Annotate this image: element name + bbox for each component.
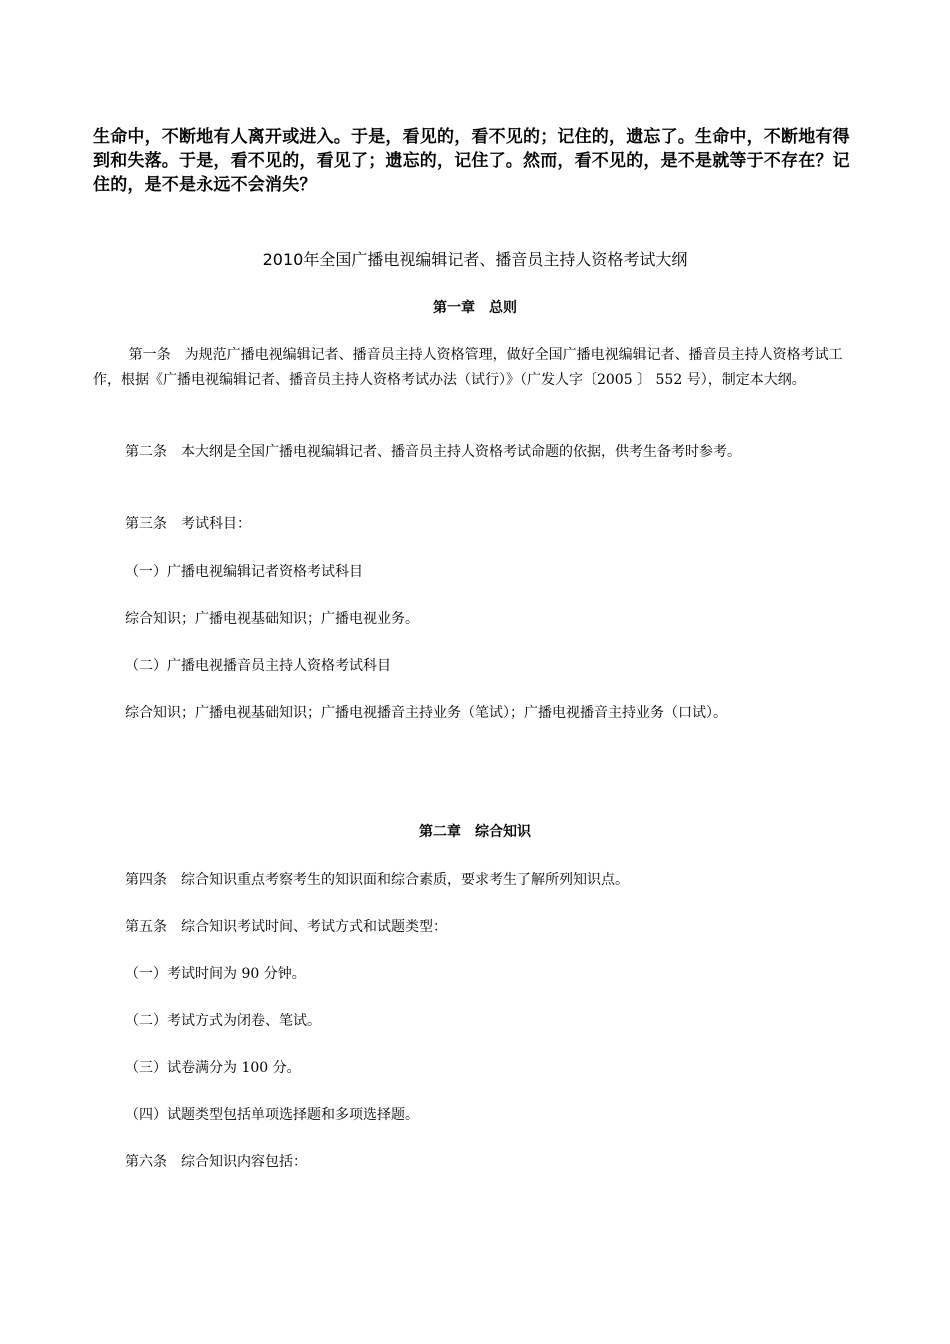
article-5-item-3: （三）试卷满分为 100 分。 (125, 1060, 301, 1076)
article-3: 第三条 考试科目： (125, 516, 251, 532)
article-5-item-1: （一）考试时间为 90 分钟。 (125, 966, 306, 982)
article-3-item-2: （二）广播电视播音员主持人资格考试科目 (125, 658, 391, 674)
article-3-item-1-subjects: 综合知识；广播电视基础知识；广播电视业务。 (125, 611, 419, 627)
intro-paragraph: 生命中，不断地有人离开或进入。于是，看见的，看不见的；记住的，遗忘了。生命中，不断地有得到和失落。于是，看不见的，看见了；遗忘的，记住了。然而，看不见的，是不是就等于不存在？记住的，是不是永远不会消失？ (93, 127, 850, 195)
chapter-1-heading: 第一章 总则 (433, 300, 517, 316)
document-title: 2010年全国广播电视编辑记者、播音员主持人资格考试大纲 (262, 250, 688, 269)
article-1: 第一条 为规范广播电视编辑记者、播音员主持人资格管理，做好全国广播电视编辑记者、播音员主持人资格考试工作，根据《广播电视编辑记者、播音员主持人资格考试办法（试行）》（广发人字〔2005 〕 552 号），制定本大纲。 (93, 347, 843, 388)
article-5-item-4: （四）试题类型包括单项选择题和多项选择题。 (125, 1107, 419, 1123)
article-2: 第二条 本大纲是全国广播电视编辑记者、播音员主持人资格考试命题的依据，供考生备考时参考。 (125, 444, 741, 460)
article-3-item-1: （一）广播电视编辑记者资格考试科目 (125, 564, 363, 580)
chapter-2-heading: 第二章 综合知识 (419, 824, 531, 840)
article-5: 第五条 综合知识考试时间、考试方式和试题类型： (125, 919, 447, 935)
article-4: 第四条 综合知识重点考察考生的知识面和综合素质，要求考生了解所列知识点。 (125, 872, 629, 888)
article-3-item-2-subjects: 综合知识；广播电视基础知识；广播电视播音主持业务（笔试）；广播电视播音主持业务（口试）。 (125, 705, 727, 721)
article-5-item-2: （二）考试方式为闭卷、笔试。 (125, 1013, 321, 1029)
article-6: 第六条 综合知识内容包括： (125, 1154, 307, 1170)
